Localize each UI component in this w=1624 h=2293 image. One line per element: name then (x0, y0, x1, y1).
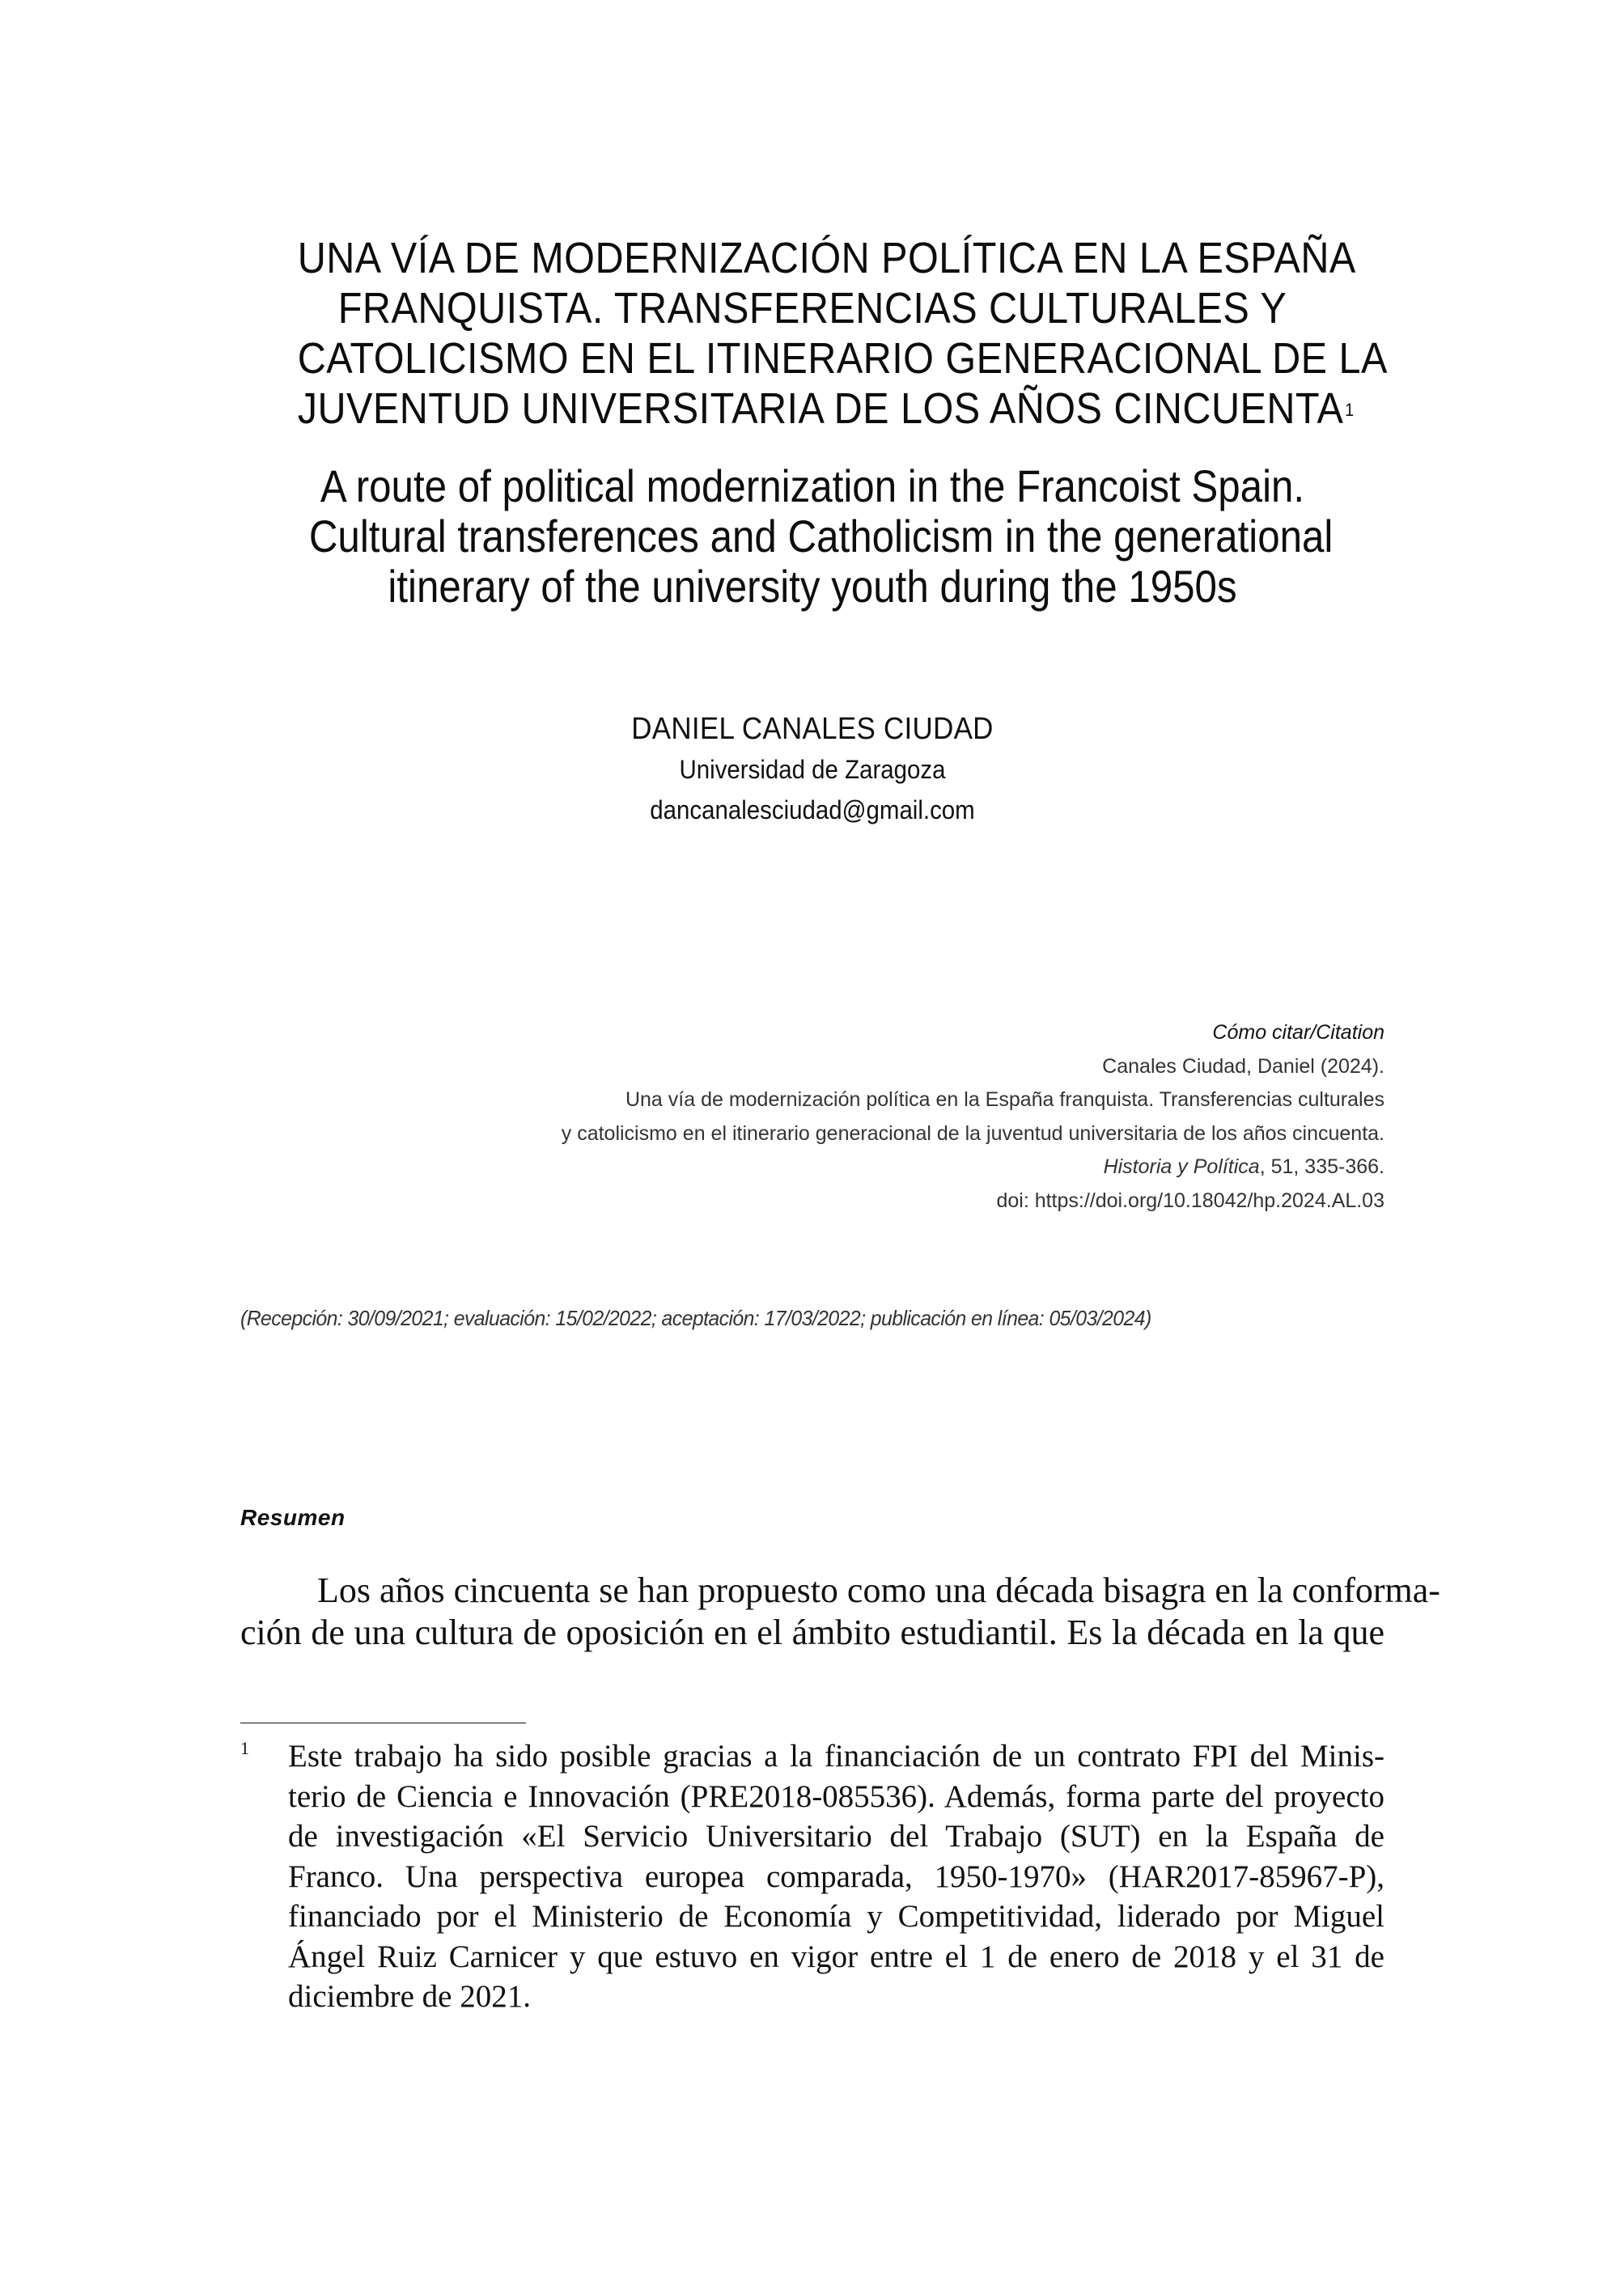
footnote-marker: 1 (240, 1738, 249, 1758)
title-english-line: itinerary of the university youth during the 1950s (388, 561, 1237, 612)
footnote-line: Este trabajo ha sido posible gracias a la financiación de un contrato FPI del Minis- (288, 1739, 1384, 1774)
footnote-line: diciembre de 2021. (288, 1979, 531, 2014)
title-spanish-line: CATOLICISMO EN EL ITINERARIO GENERACIONAL DE LA (297, 334, 1388, 383)
title-english (308, 460, 1334, 612)
abstract-heading: Resumen (240, 1505, 346, 1530)
author-name: DANIEL CANALES CIUDAD (631, 712, 994, 746)
footnote-reference[interactable]: 1 (1345, 400, 1355, 420)
citation-block (240, 1016, 1384, 1218)
citation-line: y catolicismo en el itinerario generacional de la juventud universitaria de los años cincuenta. (561, 1121, 1384, 1145)
author-email-link[interactable]: dancanalesciudad@gmail.com (650, 795, 975, 824)
citation-doi-link[interactable]: doi: https://doi.org/10.18042/hp.2024.AL.03 (996, 1189, 1384, 1212)
footnote-line: Ángel Ruiz Carnicer y que estuvo en vigor entre el 1 de enero de 2018 y el 31 de (288, 1939, 1384, 1974)
title-english-line: A route of political modernization in the Francoist Spain. (320, 460, 1305, 511)
footnote-line: de investigación «El Servicio Universitario del Trabajo (SUT) en la España de (288, 1819, 1384, 1854)
footnote-line: financiado por el Ministerio de Economía y Competitividad, liderado por Miguel (288, 1899, 1384, 1934)
citation-journal-details: , 51, 335-366. (1259, 1155, 1384, 1178)
abstract-body (240, 1570, 1440, 1654)
author-block (240, 709, 1384, 830)
footnote-line: terio de Ciencia e Innovación (PRE2018-085536). Además, forma parte del proyecto (288, 1778, 1384, 1814)
title-spanish-line-text: JUVENTUD UNIVERSITARIA DE LOS AÑOS CINCUENTA (297, 384, 1344, 433)
citation-journal-line (240, 1151, 1384, 1185)
footnote-text (288, 1736, 1384, 2017)
title-spanish-line: UNA VÍA DE MODERNIZACIÓN POLÍTICA EN LA ESPAÑA (297, 234, 1356, 282)
title-spanish (297, 233, 1388, 434)
citation-line: Una vía de modernización política en la España franquista. Transferencias culturales (625, 1088, 1384, 1111)
abstract-line: Los años cincuenta se han propuesto como una década bisagra en la conforma- (317, 1570, 1440, 1610)
title-spanish-line: FRANQUISTA. TRANSFERENCIAS CULTURALES Y (337, 284, 1287, 333)
citation-journal-name: Historia y Política (1103, 1155, 1260, 1178)
author-affiliation: Universidad de Zaragoza (679, 755, 946, 784)
abstract-line: ción de una cultura de oposición en el ámbito estudiantil. Es la década en la que (240, 1613, 1384, 1652)
publication-dates: (Recepción: 30/09/2021; evaluación: 15/02/2022; aceptación: 17/03/2022; publicación en línea: 05/03/2024) (240, 1306, 1151, 1330)
title-english-line: Cultural transferences and Catholicism in the generational (308, 511, 1334, 562)
title-spanish-line (297, 384, 1355, 434)
citation-line: Canales Ciudad, Daniel (2024). (1102, 1054, 1384, 1078)
citation-heading: Cómo citar/Citation (1212, 1021, 1384, 1044)
footnote-line: Franco. Una perspectiva europea comparada, 1950-1970» (HAR2017-85967-P), (288, 1859, 1384, 1894)
